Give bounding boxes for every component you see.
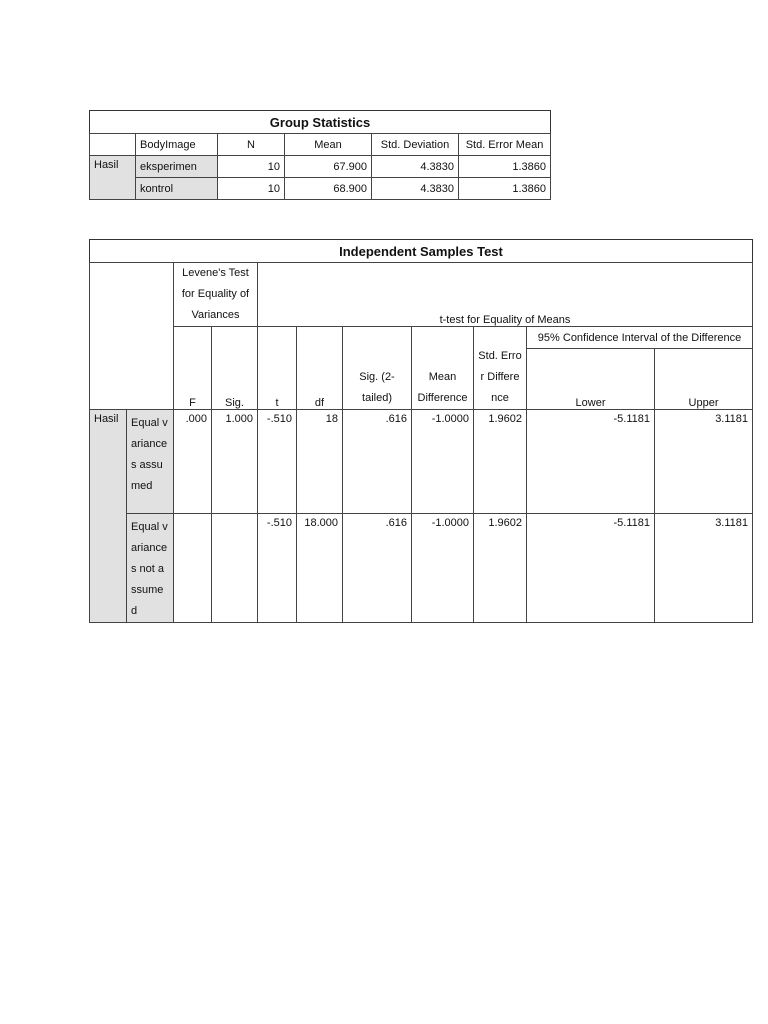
col-header-sig-2-tailed: Sig. (2-tailed) [343, 327, 412, 410]
std-error-mean-value: 1.3860 [459, 156, 551, 178]
col-header-mean-difference: Mean Difference [412, 327, 474, 410]
table-header-row [90, 134, 551, 156]
row-label-equal-variances-not-assumed: Equal variances not assumed [127, 514, 174, 623]
col-header-upper: Upper [655, 349, 753, 410]
std-deviation-value: 4.3830 [372, 156, 459, 178]
col-header-std-deviation: Std. Deviation [372, 134, 459, 156]
col-header-n: N [218, 134, 285, 156]
sig-2-tailed-value: .616 [343, 514, 412, 623]
row-label-hasil: Hasil [90, 410, 127, 623]
col-header-df: df [297, 327, 343, 410]
ttest-header: t-test for Equality of Means [258, 263, 753, 327]
mean-value: 67.900 [285, 156, 372, 178]
group-label: kontrol [136, 178, 218, 200]
ci-lower-value: -5.1181 [527, 514, 655, 623]
group-label: eksperimen [136, 156, 218, 178]
mean-difference-value: -1.0000 [412, 514, 474, 623]
row-label-hasil: Hasil [90, 156, 136, 200]
col-header-lower: Lower [527, 349, 655, 410]
col-header-std-error-mean: Std. Error Mean [459, 134, 551, 156]
col-header-std-error-difference: Std. Error Difference [474, 327, 527, 410]
col-header-f: F [174, 327, 212, 410]
t-value: -.510 [258, 410, 297, 514]
sig-value: 1.000 [212, 410, 258, 514]
table-header-row [90, 327, 753, 349]
col-header-sig: Sig. [212, 327, 258, 410]
std-error-mean-value: 1.3860 [459, 178, 551, 200]
ci-upper-value: 3.1181 [655, 514, 753, 623]
table-header-row [90, 263, 753, 327]
mean-difference-value: -1.0000 [412, 410, 474, 514]
df-value: 18 [297, 410, 343, 514]
ci-upper-value: 3.1181 [655, 410, 753, 514]
row-label-equal-variances-assumed: Equal variances assumed [127, 410, 174, 514]
sig-2-tailed-value: .616 [343, 410, 412, 514]
std-deviation-value: 4.3830 [372, 178, 459, 200]
sig-value [212, 514, 258, 623]
df-value: 18.000 [297, 514, 343, 623]
independent-samples-test-table [89, 239, 753, 623]
col-header-bodyimage: BodyImage [136, 134, 218, 156]
ci-lower-value: -5.1181 [527, 410, 655, 514]
independent-samples-test-title: Independent Samples Test [90, 240, 753, 263]
table-row [90, 156, 551, 178]
mean-value: 68.900 [285, 178, 372, 200]
table-row [90, 514, 753, 623]
confidence-interval-header: 95% Confidence Interval of the Difference [527, 327, 753, 349]
f-value [174, 514, 212, 623]
t-value: -.510 [258, 514, 297, 623]
n-value: 10 [218, 156, 285, 178]
group-statistics-table [89, 110, 551, 200]
col-header-mean: Mean [285, 134, 372, 156]
corner-cell [90, 134, 136, 156]
std-error-difference-value: 1.9602 [474, 514, 527, 623]
n-value: 10 [218, 178, 285, 200]
f-value: .000 [174, 410, 212, 514]
levene-test-header: Levene's Test for Equality of Variances [174, 263, 258, 327]
table-row [90, 410, 753, 514]
table-row [90, 178, 551, 200]
group-statistics-title: Group Statistics [90, 111, 551, 134]
col-header-t: t [258, 327, 297, 410]
std-error-difference-value: 1.9602 [474, 410, 527, 514]
corner-cell [90, 263, 174, 410]
